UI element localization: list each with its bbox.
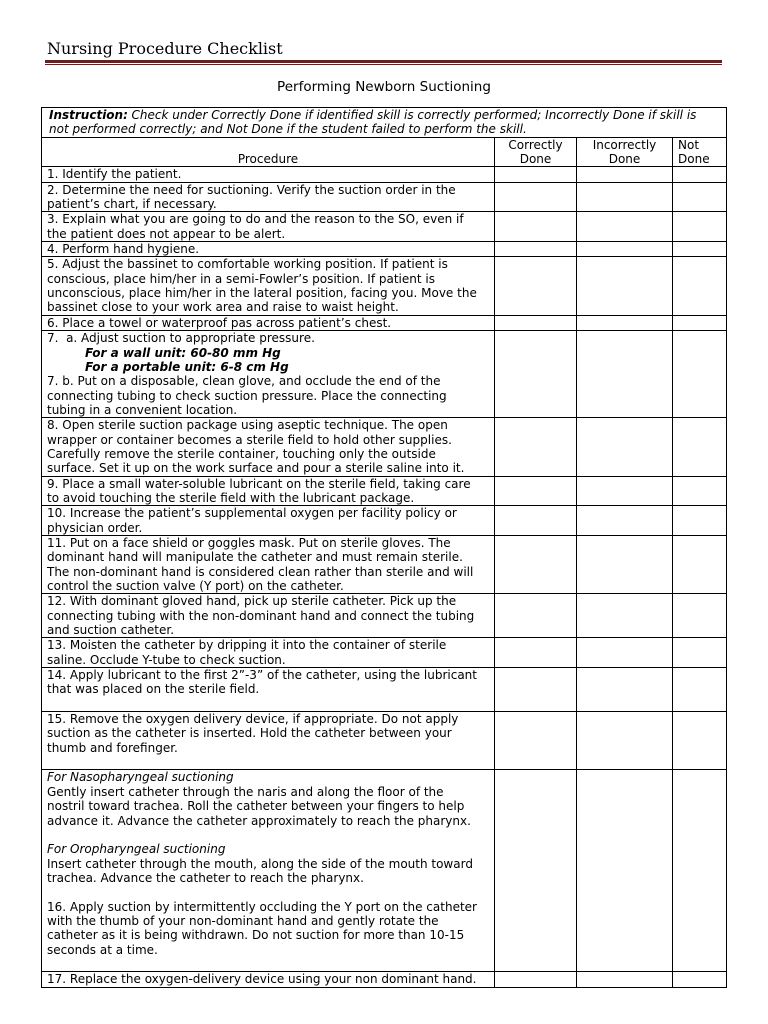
not-done-cell [673,972,727,987]
nasopharyngeal-heading: For Nasopharyngeal suctioning [47,770,234,785]
step-text: 11. Put on a face shield or goggles mask. Put on sterile gloves. The dominant hand will manipulate the catheter and must remain sterile. The non-dominant hand is considered clean rather than sterile and will control the suction valve (Y port) on the catheter. [47,535,474,593]
correctly-done-cell [495,167,577,182]
correctly-done-cell [495,638,577,668]
correctly-done-cell [495,418,577,476]
not-done-cell [673,535,727,593]
correctly-done-cell [495,331,577,418]
procedure-step-3 [42,212,495,242]
document-title: Performing Newborn Suctioning [277,79,491,95]
step-text: 15. Remove the oxygen delivery device, if appropriate. Do not apply suction as the catheter is inserted. Hold the catheter between your thumb and forefinger. [47,712,459,755]
procedure-row-15 [42,712,727,770]
correctly-done-cell [495,594,577,638]
incorrectly-done-cell [577,535,673,593]
incorrectly-done-cell [577,182,673,212]
step-text: 6. Place a towel or waterproof pas across patient’s chest. [47,315,392,330]
incorrectly-done-cell [577,668,673,712]
step-text: 8. Open sterile suction package using aseptic technique. The open wrapper or container becomes a sterile field to hold other supplies. Carefully remove the sterile container, touching only the outside surface. Set it up on the work surface and pour a sterile saline into it. [47,418,465,476]
correctly-done-cell [495,257,577,315]
procedure-row-10 [42,506,727,536]
procedure-step-9 [42,476,495,506]
step-text-16: 16. Apply suction by intermittently occluding the Y port on the catheter with the thumb of your non-dominant hand and gently rotate the catheter as it is being withdrawn. Do not suction for more than 10-15 seconds at a time. [47,899,477,957]
not-done-cell [673,506,727,536]
procedure-row-9 [42,476,727,506]
not-done-cell [673,668,727,712]
column-header-not-done: Not Done [673,137,727,167]
step-text: 5. Adjust the bassinet to comfortable working position. If patient is conscious, place him/her in a semi-Fowler’s position. If patient is unconscious, place him/her in the lateral position, facing you. Move the bassinet close to your work area and raise to waist height. [47,257,477,315]
oropharyngeal-heading: For Oropharyngeal suctioning [47,842,226,857]
procedure-row-14 [42,668,727,712]
step-text-7a: 7. a. Adjust suction to appropriate pressure. [47,331,315,346]
correctly-done-cell [495,535,577,593]
step-text: 4. Perform hand hygiene. [47,242,200,257]
not-done-cell [673,331,727,418]
incorrectly-done-cell [577,167,673,182]
procedure-step-1 [42,167,495,182]
procedure-step-8 [42,418,495,476]
step-text: 2. Determine the need for suctioning. Verify the suction order in the patient’s chart, if necessary. [47,182,456,212]
instruction-text: Check under Correctly Done if identified skill is correctly performed; Incorrectly Done if skill is not performed correctly; and Not Done if the student failed to perform the skill. [49,108,697,137]
not-done-cell [673,242,727,257]
procedure-step-13 [42,638,495,668]
not-done-cell [673,476,727,506]
procedure-step-12 [42,594,495,638]
correctly-done-cell [495,712,577,770]
procedure-row-2 [42,182,727,212]
procedure-row-13 [42,638,727,668]
not-done-cell [673,315,727,330]
procedure-row-7 [42,331,727,418]
incorrectly-done-cell [577,476,673,506]
step-text: 12. With dominant gloved hand, pick up sterile catheter. Pick up the connecting tubing with the non-dominant hand and connect the tubing and suction catheter. [47,594,475,638]
procedure-step-14 [42,668,495,712]
incorrectly-done-cell [577,257,673,315]
correctly-done-cell [495,212,577,242]
not-done-cell [673,712,727,770]
procedure-row-17 [42,972,727,987]
procedure-row-16 [42,770,727,972]
header-rule-thin [45,64,722,65]
incorrectly-done-cell [577,331,673,418]
procedure-row-3 [42,212,727,242]
procedure-step-2 [42,182,495,212]
column-header-correctly-done: Correctly Done [495,137,577,167]
step-text: 10. Increase the patient’s supplemental oxygen per facility policy or physician order. [47,506,457,535]
step-text: 9. Place a small water-soluble lubricant on the sterile field, taking care to avoid touching the sterile field with the lubricant package. [47,476,471,505]
step-text: 13. Moisten the catheter by dripping it into the container of sterile saline. Occlude Y-tube to check suction. [47,638,447,667]
procedure-row-11 [42,535,727,593]
column-header-row [42,137,727,167]
oropharyngeal-text: Insert catheter through the mouth, along the side of the mouth toward trachea. Advance the catheter to reach the pharynx. [47,856,473,885]
incorrectly-done-cell [577,315,673,330]
incorrectly-done-cell [577,712,673,770]
incorrectly-done-cell [577,770,673,972]
procedure-row-6 [42,315,727,330]
procedure-row-5 [42,257,727,315]
not-done-cell [673,212,727,242]
procedure-row-8 [42,418,727,476]
incorrectly-done-cell [577,506,673,536]
step-text: 14. Apply lubricant to the first 2”-3” of the catheter, using the lubricant that was placed on the sterile field. [47,668,477,697]
step-text: 1. Identify the patient. [47,167,182,182]
incorrectly-done-cell [577,972,673,987]
column-header-incorrectly-done: Incorrectly Done [577,137,673,167]
column-header-procedure: Procedure [42,137,495,167]
procedure-row-12 [42,594,727,638]
not-done-cell [673,770,727,972]
not-done-cell [673,167,727,182]
procedure-row-4 [42,242,727,257]
incorrectly-done-cell [577,638,673,668]
procedure-step-7 [42,331,495,418]
checklist-table [41,107,727,988]
step-text-7b: 7. b. Put on a disposable, clean glove, and occlude the end of the connecting tubing to check suction pressure. Place the connecting tubing in a convenient location. [47,374,447,417]
not-done-cell [673,257,727,315]
procedure-step-16 [42,770,495,972]
procedure-step-4 [42,242,495,257]
correctly-done-cell [495,506,577,536]
not-done-cell [673,638,727,668]
step-text: 17. Replace the oxygen-delivery device using your non dominant hand. [47,972,477,987]
procedure-step-6 [42,315,495,330]
wall-unit-pressure: For a wall unit: 60-80 mm Hg [85,345,281,360]
procedure-step-11 [42,535,495,593]
nasopharyngeal-text: Gently insert catheter through the naris and along the floor of the nostril toward trachea. Roll the catheter between your fingers to help advance it. Advance the catheter approximately to reach the pharynx. [47,784,471,828]
instruction-row [42,108,727,138]
correctly-done-cell [495,315,577,330]
procedure-step-10 [42,506,495,536]
correctly-done-cell [495,476,577,506]
not-done-cell [673,594,727,638]
procedure-step-15 [42,712,495,770]
correctly-done-cell [495,668,577,712]
incorrectly-done-cell [577,418,673,476]
not-done-cell [673,182,727,212]
procedure-row-1 [42,167,727,182]
step-text: 3. Explain what you are going to do and the reason to the SO, even if the patient does not appear to be alert. [47,212,464,241]
procedure-step-5 [42,257,495,315]
procedure-step-17 [42,972,495,987]
page-header-title: Nursing Procedure Checklist [47,39,283,58]
correctly-done-cell [495,242,577,257]
portable-unit-pressure: For a portable unit: 6-8 cm Hg [85,359,289,374]
incorrectly-done-cell [577,594,673,638]
instruction-cell [42,108,727,138]
not-done-cell [673,418,727,476]
header-rule-thick [45,60,722,63]
correctly-done-cell [495,770,577,972]
correctly-done-cell [495,972,577,987]
correctly-done-cell [495,182,577,212]
instruction-label: Instruction: [49,108,128,122]
incorrectly-done-cell [577,242,673,257]
incorrectly-done-cell [577,212,673,242]
